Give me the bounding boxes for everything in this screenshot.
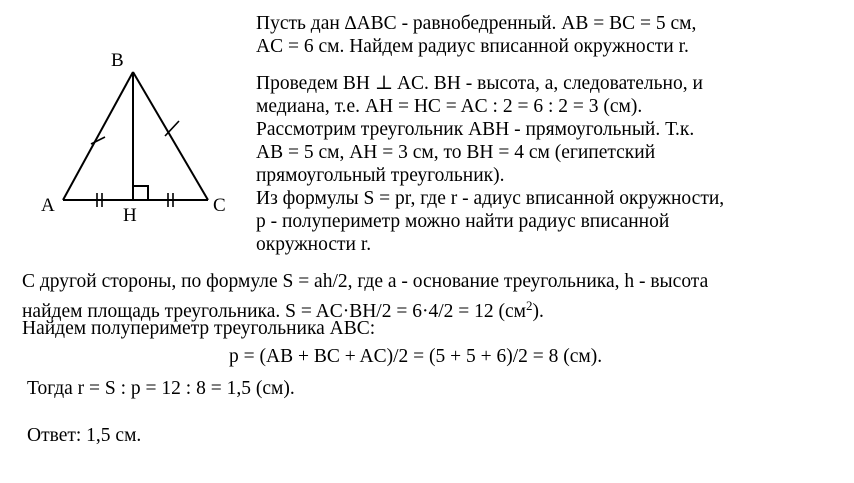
text-line-12-main: найдем площадь треугольника. S = AC·BH/2 = 6·4/2 = 12 (см xyxy=(22,301,526,322)
formula-semiperimeter: p = (AB + BC + AC)/2 = (5 + 5 + 6)/2 = 8 (см). xyxy=(229,346,603,367)
side-bc xyxy=(133,72,208,200)
text-line-7: прямоугольный треугольник). xyxy=(256,165,505,186)
text-line-5: Рассмотрим треугольник ABH - прямоугольный. Т.к. xyxy=(256,119,695,140)
side-ab xyxy=(63,72,133,200)
foot-label-h: H xyxy=(123,205,137,226)
superscript-2: 2 xyxy=(525,298,533,313)
text-line-4: медиана, т.е. AH = HC = AC : 2 = 6 : 2 = 3 (см). xyxy=(256,96,643,117)
answer-line: Ответ: 1,5 см. xyxy=(27,425,142,446)
text-line-11: С другой стороны, по формуле S = ah/2, где a - основание треугольника, h - высота xyxy=(22,271,709,292)
text-line-13: Найдем полупериметр треугольника ABC: xyxy=(22,318,376,339)
text-line-result: Тогда r = S : p = 12 : 8 = 1,5 (см). xyxy=(27,378,295,399)
text-line-1: Пусть дан ∆ABC - равнобедренный. AB = BC = 5 см, xyxy=(256,13,697,34)
triangle-figure xyxy=(0,0,300,240)
right-angle-mark xyxy=(133,186,148,200)
text-line-6: AB = 5 см, AH = 3 см, то BH = 4 см (египетский xyxy=(256,142,656,163)
vertex-label-b: B xyxy=(111,50,124,71)
text-line-3: Проведем BH ⊥ AC. BH - высота, а, следовательно, и xyxy=(256,73,703,94)
vertex-label-c: C xyxy=(213,195,226,216)
text-line-10: окружности r. xyxy=(256,234,372,255)
text-line-9: p - полупериметр можно найти радиус вписанной xyxy=(256,211,670,232)
vertex-label-a: A xyxy=(41,195,55,216)
text-line-8: Из формулы S = pr, где r - адиус вписанной окружности, xyxy=(256,188,725,209)
text-line-12-end: ). xyxy=(532,301,544,322)
text-line-2: AC = 6 см. Найдем радиус вписанной окружности r. xyxy=(256,36,689,57)
